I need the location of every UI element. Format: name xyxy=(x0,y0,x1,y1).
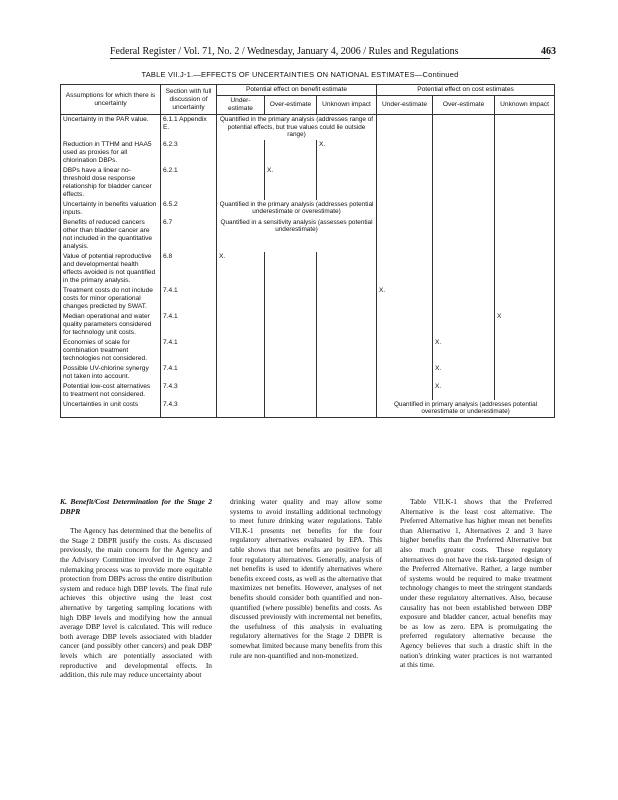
table-row xyxy=(61,166,555,200)
header-cost-group: Potential effect on cost estimates xyxy=(377,85,555,96)
benefit-over-cell: X. xyxy=(265,166,317,200)
cost-unknown-cell: X xyxy=(495,312,555,338)
header-benefit-over: Over-estimate xyxy=(265,96,317,115)
text-column-2 xyxy=(230,497,382,660)
benefit-unknown-cell xyxy=(317,364,377,382)
table-row xyxy=(61,218,555,252)
text-column-3 xyxy=(400,497,552,670)
cost-under-cell xyxy=(377,166,433,200)
assumption-cell: DBPs have a linear no-threshold dose response relationship for bladder cancer effects. xyxy=(61,166,161,200)
header-cost-unknown: Unknown impact xyxy=(495,96,555,115)
cost-unknown-cell xyxy=(495,218,555,252)
cost-unknown-cell xyxy=(495,382,555,400)
assumption-cell: Uncertainty in the PAR value. xyxy=(61,115,161,140)
benefit-note-cell: Quantified in the primary analysis (addresses range of potential effects, but true values could lie outside range) xyxy=(217,115,377,140)
benefit-under-cell xyxy=(217,286,265,312)
benefit-under-cell: X. xyxy=(217,252,265,286)
cost-under-cell xyxy=(377,382,433,400)
benefit-over-cell xyxy=(265,252,317,286)
running-header xyxy=(110,46,556,59)
benefit-unknown-cell xyxy=(317,166,377,200)
table-row xyxy=(61,115,555,140)
section-cell: 6.2.3 xyxy=(161,140,217,166)
cost-over-cell: X. xyxy=(433,382,495,400)
body-text xyxy=(60,497,554,737)
benefit-over-cell xyxy=(265,382,317,400)
cost-over-cell: X. xyxy=(433,338,495,364)
section-cell: 7.4.3 xyxy=(161,400,217,418)
paragraph: The Agency has determined that the benefits of the Stage 2 DBPR justify the costs. As discussed previously, the main concern for the Agency and the Advisory Committee involved in the Stage 2 rulemaking process was to provide more equitable protection from DBPs across the entire distribution system and reduce high DBP levels. The final rule achieves this objective using the least cost alternative by targeting sampling locations with high DBP levels and modifying how the annual average DBP level is calculated. This will reduce both average DBP levels associated with bladder cancer (and possibly other cancers) and peak DBP levels which are potentially associated with reproductive and developmental effects. In addition, this rule may reduce uncertainty about xyxy=(60,526,212,680)
table-row xyxy=(61,364,555,382)
uncertainty-effects-table xyxy=(60,84,555,418)
cost-over-cell xyxy=(433,166,495,200)
section-cell: 7.4.1 xyxy=(161,364,217,382)
benefit-under-cell xyxy=(217,166,265,200)
header-benefit-unknown: Unknown impact xyxy=(317,96,377,115)
benefit-note-cell: Quantified in the primary analysis (addresses potential underestimate or overestimate) xyxy=(217,200,377,218)
table-row xyxy=(61,252,555,286)
cost-unknown-cell xyxy=(495,252,555,286)
cost-under-cell xyxy=(377,200,433,218)
section-cell: 7.4.1 xyxy=(161,286,217,312)
header-assumptions: Assumptions for which there is uncertainty xyxy=(61,85,161,115)
section-cell: 6.5.2 xyxy=(161,200,217,218)
table-row xyxy=(61,400,555,418)
section-cell: 6.2.1 xyxy=(161,166,217,200)
paragraph: drinking water quality and may allow some systems to avoid installing additional technology to meet future drinking water regulations. Table VII.K-1 presents net benefits for the four regulatory alternatives evaluated by EPA. This table shows that net benefits are positive for all four regulatory alternatives. Generally, analysis of net benefits is used to identify alternatives where benefits exceed costs, as well as the alternative that maximizes net benefits. However, analyses of net benefits should consider both quantified and non-quantified (where possible) benefits and costs. As discussed previously with incremental net benefits, the usefulness of this analysis in evaluating regulatory alternatives for the Stage 2 DBPR is somewhat limited because many benefits from this rule are non-quantified and non-monetized. xyxy=(230,497,382,660)
assumption-cell: Median operational and water quality parameters considered for technology unit costs. xyxy=(61,312,161,338)
cost-unknown-cell xyxy=(495,200,555,218)
cost-over-cell xyxy=(433,312,495,338)
benefit-over-cell xyxy=(265,364,317,382)
cost-under-cell xyxy=(377,338,433,364)
benefit-unknown-cell xyxy=(317,382,377,400)
assumption-cell: Value of potential reproductive and developmental health effects avoided is not quantified in the primary analysis. xyxy=(61,252,161,286)
benefit-over-cell xyxy=(265,140,317,166)
benefit-under-cell xyxy=(217,400,265,418)
header-section: Section with full discussion of uncertainty xyxy=(161,85,217,115)
cost-unknown-cell xyxy=(495,166,555,200)
assumption-cell: Treatment costs do not include costs for minor operational changes predicted by SWAT. xyxy=(61,286,161,312)
cost-under-cell xyxy=(377,312,433,338)
benefit-over-cell xyxy=(265,400,317,418)
benefit-under-cell xyxy=(217,312,265,338)
header-cost-over: Over-estimate xyxy=(433,96,495,115)
section-cell: 7.4.3 xyxy=(161,382,217,400)
assumption-cell: Uncertainties in unit costs xyxy=(61,400,161,418)
cost-unknown-cell xyxy=(495,140,555,166)
benefit-unknown-cell xyxy=(317,286,377,312)
benefit-under-cell xyxy=(217,364,265,382)
section-cell: 7.4.1 xyxy=(161,312,217,338)
cost-over-cell xyxy=(433,218,495,252)
benefit-unknown-cell xyxy=(317,312,377,338)
table-row xyxy=(61,382,555,400)
cost-unknown-cell xyxy=(495,286,555,312)
section-cell: 6.7 xyxy=(161,218,217,252)
benefit-unknown-cell xyxy=(317,338,377,364)
assumption-cell: Possible UV-chlorine synergy not taken into account. xyxy=(61,364,161,382)
table-row xyxy=(61,338,555,364)
cost-over-cell xyxy=(433,140,495,166)
cost-under-cell xyxy=(377,252,433,286)
cost-over-cell xyxy=(433,286,495,312)
header-benefit-under: Under-estimate xyxy=(217,96,265,115)
cost-under-cell xyxy=(377,115,433,140)
section-cell: 6.1.1 Appendix E. xyxy=(161,115,217,140)
table-row xyxy=(61,312,555,338)
cost-over-cell: X. xyxy=(433,364,495,382)
table-row xyxy=(61,200,555,218)
table-row xyxy=(61,286,555,312)
cost-under-cell xyxy=(377,140,433,166)
benefit-unknown-cell xyxy=(317,252,377,286)
assumption-cell: Economies of scale for combination treatment technologies not considered. xyxy=(61,338,161,364)
benefit-over-cell xyxy=(265,338,317,364)
cost-unknown-cell xyxy=(495,115,555,140)
section-heading: K. Benefit/Cost Determination for the Stage 2 DBPR xyxy=(60,497,212,516)
benefit-over-cell xyxy=(265,286,317,312)
benefit-under-cell xyxy=(217,140,265,166)
cost-unknown-cell xyxy=(495,364,555,382)
cost-over-cell xyxy=(433,252,495,286)
cost-under-cell: X. xyxy=(377,286,433,312)
assumption-cell: Reduction in TTHM and HAA5 used as proxies for all chlorination DBPs. xyxy=(61,140,161,166)
benefit-unknown-cell: X. xyxy=(317,140,377,166)
header-benefit-group: Potential effect on benefit estimate xyxy=(217,85,377,96)
benefit-note-cell: Quantified in a sensitivity analysis (assesses potential underestimate) xyxy=(217,218,377,252)
cost-over-cell xyxy=(433,115,495,140)
benefit-under-cell xyxy=(217,338,265,364)
assumption-cell: Benefits of reduced cancers other than bladder cancer are not included in the quantitative analysis. xyxy=(61,218,161,252)
section-cell: 7.4.1 xyxy=(161,338,217,364)
section-cell: 6.8 xyxy=(161,252,217,286)
cost-unknown-cell xyxy=(495,338,555,364)
text-column-1 xyxy=(60,497,212,680)
paragraph: Table VII.K-1 shows that the Preferred Alternative is the least cost alternative. The Preferred Alternative has higher mean net benefits than Alternative 1, Alternatives 2 and 3 have higher benefits than the Preferred Alternative but also much greater costs. These regulatory alternatives do not have the risk-targeted design of the Preferred Alternative. Rather, a large number of systems would be required to make treatment technology changes to meet the stringent standards under these regulatory alternatives. Also, because causality has not been established between DBP exposure and bladder cancer, actual benefits may be as low as zero. EPA is promulgating the preferred regulatory alternative because the Agency believes that such a drastic shift in the nation's drinking water practices is not warranted at this time. xyxy=(400,497,552,670)
cost-under-cell xyxy=(377,218,433,252)
cost-under-cell xyxy=(377,364,433,382)
cost-note-cell: Quantified in primary analysis (addresses potential overestimate or underestimate) xyxy=(377,400,555,418)
benefit-over-cell xyxy=(265,312,317,338)
benefit-unknown-cell xyxy=(317,400,377,418)
benefit-under-cell xyxy=(217,382,265,400)
table-title: TABLE VII.J-1.—EFFECTS OF UNCERTAINTIES ON NATIONAL ESTIMATES—Continued xyxy=(141,70,459,79)
federal-register-citation: Federal Register / Vol. 71, No. 2 / Wednesday, January 4, 2006 / Rules and Regulations xyxy=(110,46,459,57)
assumption-cell: Uncertainty in benefits valuation inputs. xyxy=(61,200,161,218)
page-number: 463 xyxy=(541,46,556,57)
table-row xyxy=(61,140,555,166)
cost-over-cell xyxy=(433,200,495,218)
header-cost-under: Under-estimate xyxy=(377,96,433,115)
assumption-cell: Potential low-cost alternatives to treatment not considered. xyxy=(61,382,161,400)
